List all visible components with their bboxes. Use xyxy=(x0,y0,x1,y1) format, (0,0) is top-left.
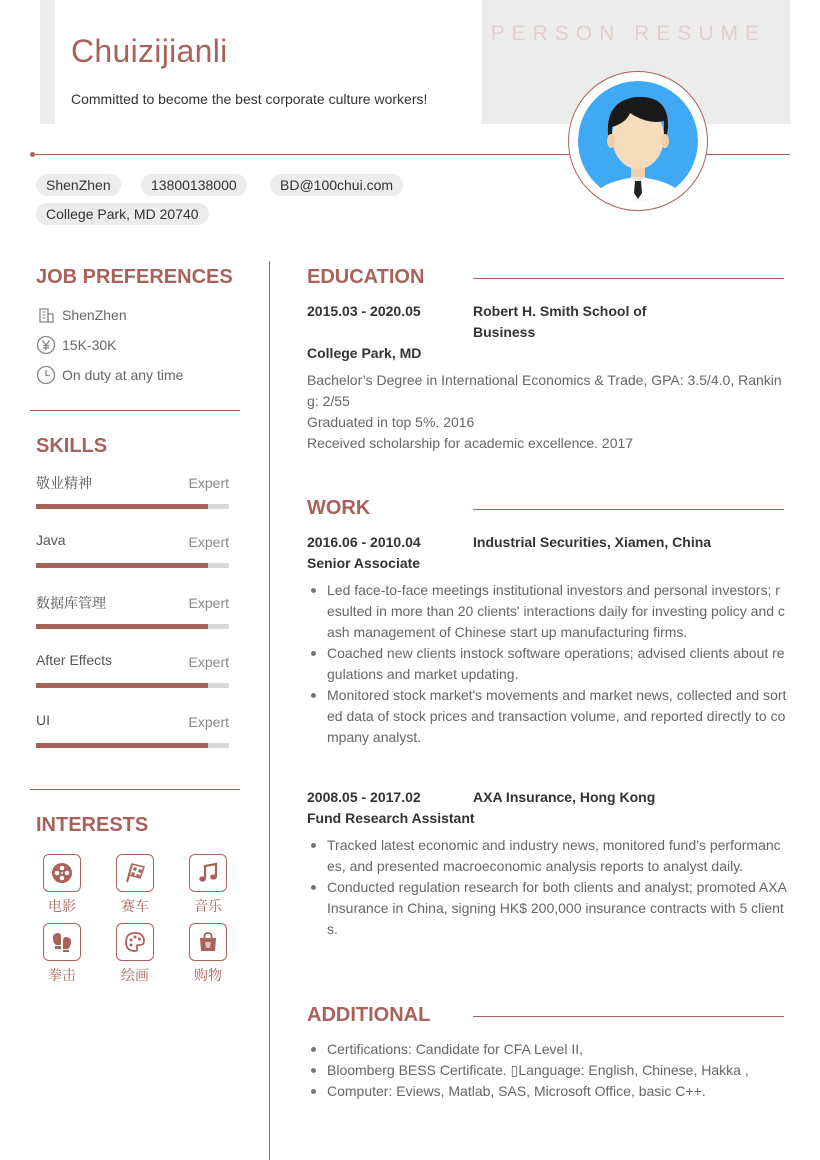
skill-item xyxy=(36,652,229,692)
left-divider xyxy=(30,410,240,411)
palette-icon xyxy=(116,923,154,961)
job-date: 2008.05 - 2017.02 xyxy=(307,789,421,805)
list-item: Computer: Eviews, Matlab, SAS, Microsoft Office, basic C++. xyxy=(307,1081,787,1102)
skill-level: Expert xyxy=(188,714,229,730)
skill-bar-fill xyxy=(36,563,208,568)
job-company: AXA Insurance, Hong Kong xyxy=(473,789,656,805)
education-date: 2015.03 - 2020.05 xyxy=(307,303,421,319)
job-date: 2016.06 - 2010.04 xyxy=(307,534,421,550)
skill-item xyxy=(36,473,229,513)
pref-location xyxy=(36,305,127,325)
interest-painting xyxy=(110,923,160,985)
contact-email: BD@100chui.com xyxy=(270,174,403,196)
job-preferences-title: JOB PREFERENCES xyxy=(36,266,233,288)
skill-item xyxy=(36,712,229,752)
pref-salary xyxy=(36,335,116,355)
pref-location-text: ShenZhen xyxy=(62,307,127,323)
skill-level: Expert xyxy=(188,534,229,550)
list-item: Led face-to-face meetings institutional investors and personal investors; resulted in more than 20 clients' interactions daily for investing policy and cash management of Chinese start up manufacturing firms. xyxy=(307,580,787,643)
interest-boxing xyxy=(37,923,87,985)
interest-label: 拳击 xyxy=(48,967,76,983)
skill-level: Expert xyxy=(188,595,229,611)
skill-item xyxy=(36,532,229,572)
skill-item xyxy=(36,593,229,633)
yen-icon xyxy=(36,335,56,355)
building-icon xyxy=(36,305,56,325)
avatar xyxy=(568,71,708,211)
education-school: Robert H. Smith School of Business xyxy=(473,303,647,340)
list-item: Certifications: Candidate for CFA Level II, xyxy=(307,1039,787,1060)
education-detail: Graduated in top 5%. 2016 xyxy=(307,414,475,430)
skills-title: SKILLS xyxy=(36,435,108,457)
skill-name: 敬业精神 xyxy=(36,475,92,491)
contact-address: College Park, MD 20740 xyxy=(36,203,209,225)
skill-name: After Effects xyxy=(36,652,112,668)
skill-bar-fill xyxy=(36,624,208,629)
skill-name: UI xyxy=(36,712,50,728)
work-rule xyxy=(473,509,784,510)
left-divider xyxy=(30,789,240,790)
education-detail: Received scholarship for academic excellence. 2017 xyxy=(307,435,634,451)
interest-label: 赛车 xyxy=(121,898,149,914)
film-reel-icon xyxy=(43,854,81,892)
skill-bar xyxy=(36,563,229,568)
education-title: EDUCATION xyxy=(307,266,425,288)
job-company: Industrial Securities, Xiamen, China xyxy=(473,534,712,550)
interest-label: 购物 xyxy=(194,967,222,983)
shopping-bag-icon xyxy=(189,923,227,961)
education-location: College Park, MD xyxy=(307,345,422,361)
job-role: Senior Associate xyxy=(307,555,421,571)
banner-title: PERSON RESUME xyxy=(490,22,766,45)
interest-label: 电影 xyxy=(48,898,76,914)
education-detail: Bachelor’s Degree in International Economics & Trade, GPA: 3.5/4.0, Ranking: 2/55 xyxy=(307,372,782,409)
header-divider-dot xyxy=(30,152,35,157)
pref-salary-text: 15K-30K xyxy=(62,337,117,353)
skill-bar xyxy=(36,504,229,509)
clock-icon xyxy=(36,365,56,385)
list-item: Conducted regulation research for both clients and analyst; promoted AXA Insurance in China, signing HK$ 200,000 insurance contracts with 5 clients. xyxy=(307,877,787,940)
interest-label: 音乐 xyxy=(194,898,222,914)
contact-phone: 13800138000 xyxy=(141,174,247,196)
header-accent-bar xyxy=(40,0,55,124)
column-divider xyxy=(269,261,270,1160)
boxing-glove-icon xyxy=(43,923,81,961)
skill-bar xyxy=(36,624,229,629)
contact-city: ShenZhen xyxy=(36,174,121,196)
skill-level: Expert xyxy=(188,475,229,491)
skill-bar-fill xyxy=(36,504,208,509)
resume-motto: Committed to become the best corporate culture workers! xyxy=(71,91,428,107)
avatar-illustration-icon xyxy=(578,81,698,201)
skill-name: Java xyxy=(36,532,66,548)
education-rule xyxy=(473,278,784,279)
additional-title: ADDITIONAL xyxy=(307,1004,431,1026)
interest-movies xyxy=(37,854,87,916)
list-item: Tracked latest economic and industry news, monitored fund’s performances, and presented macroeconomic analysis reports to analyst daily. xyxy=(307,835,787,877)
work-title: WORK xyxy=(307,497,371,519)
job-role: Fund Research Assistant xyxy=(307,810,475,826)
skill-bar-fill xyxy=(36,743,208,748)
interests-title: INTERESTS xyxy=(36,814,149,836)
interest-shopping xyxy=(183,923,233,985)
list-item: Monitored stock market's movements and market news, collected and sorted data of stock prices and transaction volume, and reported directly to company analyst. xyxy=(307,685,787,748)
interest-racing xyxy=(110,854,160,916)
job-bullets xyxy=(307,580,787,748)
interest-label: 绘画 xyxy=(121,967,149,983)
skill-bar-fill xyxy=(36,683,208,688)
skill-name: 数据库管理 xyxy=(36,595,106,611)
pref-availability-text: On duty at any time xyxy=(62,367,184,383)
list-item: Coached new clients instock software operations; advised clients about regulations and market updating. xyxy=(307,643,787,685)
skill-bar xyxy=(36,683,229,688)
pref-availability xyxy=(36,365,183,385)
resume-name: Chuizijianli xyxy=(71,33,228,69)
interest-music xyxy=(183,854,233,916)
list-item: Bloomberg BESS Certificate. ▯Language: English, Chinese, Hakka , xyxy=(307,1060,787,1081)
additional-bullets xyxy=(307,1039,787,1102)
additional-rule xyxy=(473,1016,784,1017)
skill-level: Expert xyxy=(188,654,229,670)
music-note-icon xyxy=(189,854,227,892)
skill-bar xyxy=(36,743,229,748)
racing-flag-icon xyxy=(116,854,154,892)
job-bullets xyxy=(307,835,787,940)
